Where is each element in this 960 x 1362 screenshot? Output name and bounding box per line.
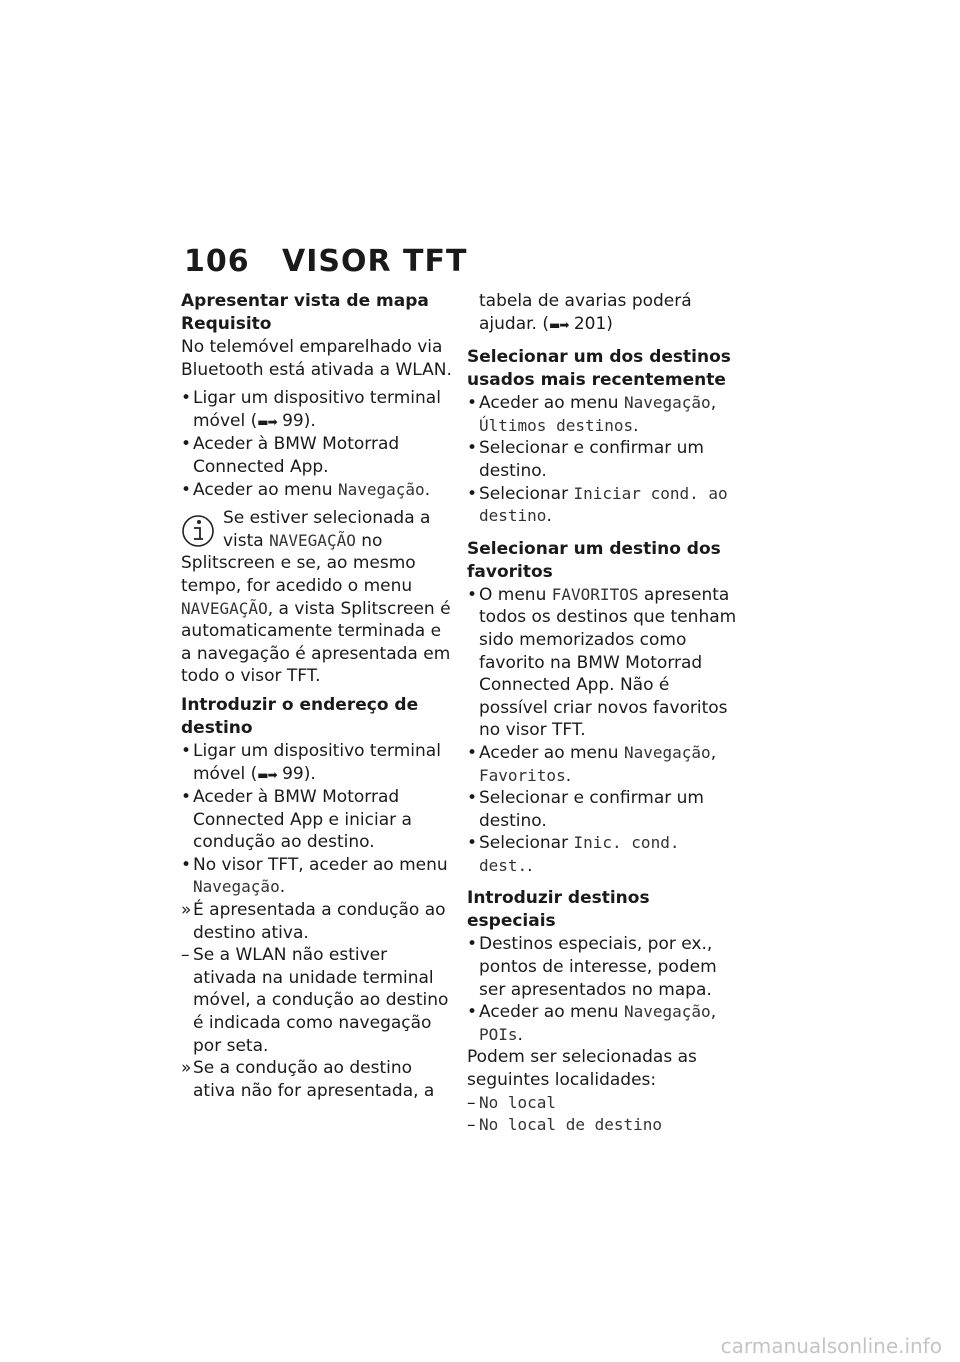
list-item: • Selecionar e confirmar um destino. <box>467 788 704 831</box>
list-item: • Ligar um dispositivo terminal móvel (▬➡ 99). <box>181 388 441 431</box>
bullet-icon: • <box>181 854 192 875</box>
dash-item: – No local de destino <box>467 1115 663 1136</box>
section-title-pois: Introduzir destinos especiais <box>467 888 650 932</box>
page-ref-arrow-icon: ▬➡ <box>257 414 277 429</box>
section-title-favorites: Selecionar um destino dos favoritos <box>467 538 721 582</box>
result-item: » É apresentada a condução ao destino ativa. <box>181 900 446 943</box>
result-item: » Se a condução ao destino ativa não for apresentada, a <box>181 1058 435 1101</box>
bullet-icon: • <box>181 388 192 409</box>
list-item: • Aceder ao menu Navegação, Últimos destinos. <box>467 393 717 436</box>
list-item: • Aceder ao menu Navegação. <box>181 479 431 500</box>
bullet-icon: • <box>467 1002 478 1023</box>
page-ref-arrow-icon: ▬➡ <box>549 317 569 332</box>
section-title-recent: Selecionar um dos destinos usados mais recentemente <box>467 347 731 391</box>
list-item: • No visor TFT, aceder ao menu Navegação. <box>181 854 448 898</box>
list-item: • Aceder à BMW Motorrad Connected App. <box>181 434 400 477</box>
info-icon <box>181 509 215 549</box>
list-item: • Selecionar Inic. cond. dest.. <box>467 833 680 876</box>
list-item: • Destinos especiais, por ex., pontos de interesse, podem ser apresentados no mapa. <box>467 934 717 1000</box>
menu-name: Navegação <box>337 479 425 499</box>
list-item: • Aceder ao menu Navegação, POIs. <box>467 1002 717 1045</box>
page-header <box>184 244 467 279</box>
result-arrow-icon: » <box>181 1058 192 1079</box>
right-column <box>467 290 739 1137</box>
bullet-icon: • <box>467 742 478 763</box>
list-item: • Selecionar Iniciar cond. ao destino. <box>467 483 728 527</box>
bullet-icon: • <box>181 479 192 500</box>
requirement-text: No telemóvel emparelhado via Bluetooth está ativada a WLAN. <box>181 337 452 380</box>
bullet-icon: • <box>181 787 192 808</box>
page-title: VISOR TFT <box>282 244 468 279</box>
requirement-heading: Requisito <box>181 314 272 334</box>
watermark: carmanualsonline.info <box>720 1334 942 1358</box>
dash-item: – Se a WLAN não estiver ativada na unidade terminal móvel, a condução ao destino é indicada como navegação por seta. <box>181 945 449 1056</box>
dash-icon: – <box>467 1115 476 1136</box>
dash-icon: – <box>467 1092 476 1113</box>
dash-item: – No local <box>467 1092 557 1113</box>
bullet-icon: • <box>181 740 192 761</box>
page-number: 106 <box>184 244 250 279</box>
bullet-icon: • <box>467 393 478 414</box>
page-ref-arrow-icon: ▬➡ <box>257 767 277 782</box>
bullet-icon: • <box>467 788 478 809</box>
bullet-icon: • <box>467 483 478 504</box>
list-item: • Aceder à BMW Motorrad Connected App e iniciar a condução ao destino. <box>181 787 412 853</box>
bullet-icon: • <box>467 438 478 459</box>
left-column <box>181 290 453 1102</box>
note-text: Se estiver selecionada a vista NAVEGAÇÃO no Splitscreen e se, ao mesmo tempo, for acedido o menu NAVEGAÇÃO, a vista Splitscreen é automaticamente terminada e a navegação é apresentada em todo o visor TFT. <box>181 508 451 687</box>
result-arrow-icon: » <box>181 900 192 921</box>
list-item: • Selecionar e confirmar um destino. <box>467 438 704 481</box>
bullet-icon: • <box>467 584 478 605</box>
result-continuation: tabela de avarias poderá ajudar. (▬➡ 201) <box>479 291 692 334</box>
info-note <box>181 507 453 688</box>
bullet-icon: • <box>181 434 192 455</box>
locations-intro: Podem ser selecionadas as seguintes localidades: <box>467 1047 697 1091</box>
list-item: • Aceder ao menu Navegação, Favoritos. <box>467 742 717 786</box>
bullet-icon: • <box>467 833 478 854</box>
list-item: • O menu FAVORITOS apresenta todos os destinos que tenham sido memorizados como favorito na BMW Motorrad Connected App. Não é possível criar novos favoritos no visor TFT. <box>467 584 737 741</box>
bullet-icon: • <box>467 934 478 955</box>
list-item: • Ligar um dispositivo terminal móvel (▬➡ 99). <box>181 740 441 784</box>
section-title-address: Introduzir o endereço de destino <box>181 694 419 738</box>
dash-icon: – <box>181 945 190 966</box>
section-title-map-view: Apresentar vista de mapa <box>181 291 429 311</box>
